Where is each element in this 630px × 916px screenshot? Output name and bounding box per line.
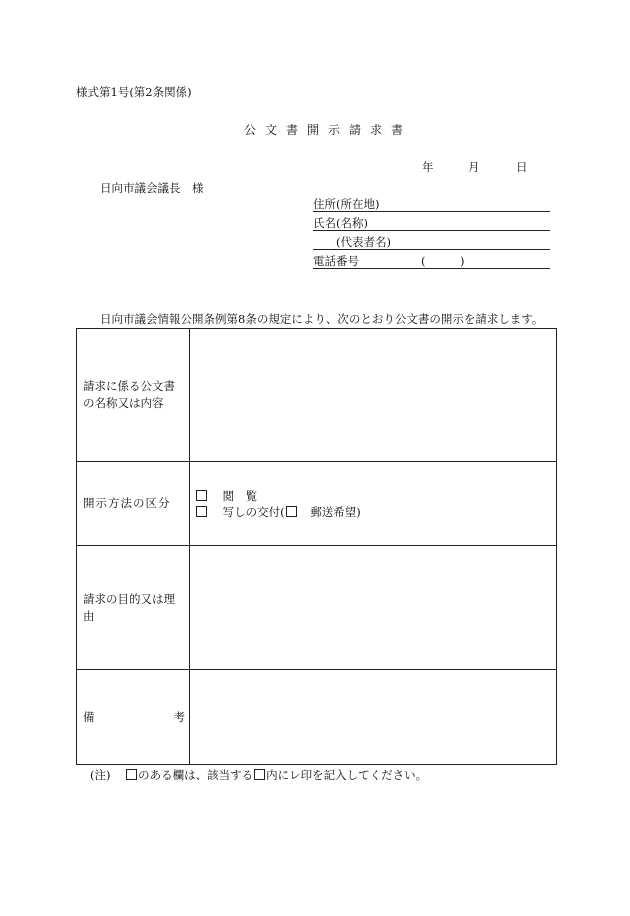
method-options-cell bbox=[190, 462, 557, 546]
remarks-label-last: 考 bbox=[173, 709, 185, 724]
remarks-label-first: 備 bbox=[83, 709, 95, 724]
copy-label: 写しの交付( bbox=[222, 504, 285, 519]
representative-field[interactable] bbox=[313, 235, 550, 250]
method-label: 開示方法の区分 bbox=[77, 462, 190, 546]
footnote-box-symbol bbox=[126, 769, 137, 780]
date-year: 年 bbox=[422, 160, 434, 174]
method-row bbox=[77, 462, 557, 546]
phone-area-code-paren: ( ) bbox=[421, 254, 465, 268]
date-day: 日 bbox=[516, 160, 528, 174]
remarks-row bbox=[77, 670, 557, 765]
option-view[interactable] bbox=[190, 488, 556, 504]
purpose-label: 請求の目的又は理由 bbox=[77, 546, 190, 670]
footnote bbox=[90, 768, 427, 782]
view-checkbox[interactable] bbox=[196, 490, 207, 501]
addressee: 日向市議会議長 様 bbox=[100, 181, 204, 195]
remarks-label bbox=[77, 670, 190, 765]
footnote-text-2: 内にレ印を記入してください。 bbox=[266, 768, 428, 782]
purpose-row bbox=[77, 546, 557, 670]
address-label: 住所(所在地) bbox=[313, 197, 380, 211]
name-label: 氏名(名称) bbox=[313, 216, 368, 230]
footnote-box-symbol-2 bbox=[254, 769, 265, 780]
view-label: 閲 覧 bbox=[222, 488, 258, 503]
mail-checkbox[interactable] bbox=[286, 506, 297, 517]
request-table bbox=[76, 328, 557, 765]
form-number: 様式第1号(第2条関係) bbox=[76, 85, 192, 99]
document-row bbox=[77, 329, 557, 462]
date-month: 月 bbox=[468, 160, 480, 174]
name-field[interactable] bbox=[313, 216, 550, 231]
phone-field[interactable] bbox=[313, 254, 550, 269]
remarks-input-cell[interactable] bbox=[190, 670, 557, 765]
document-label: 請求に係る公文書の名称又は内容 bbox=[77, 329, 190, 462]
document-input-cell[interactable] bbox=[190, 329, 557, 462]
footnote-text-1: のある欄は、該当する bbox=[138, 768, 254, 782]
intro-text: 日向市議会情報公開条例第8条の規定により、次のとおり公文書の開示を請求します。 bbox=[100, 312, 544, 326]
representative-label: (代表者名) bbox=[336, 235, 391, 249]
purpose-input-cell[interactable] bbox=[190, 546, 557, 670]
mail-label: 郵送希望) bbox=[310, 504, 361, 519]
copy-checkbox[interactable] bbox=[196, 506, 207, 517]
footnote-prefix: (注) bbox=[90, 768, 111, 782]
phone-label: 電話番号 bbox=[313, 254, 359, 268]
address-field[interactable] bbox=[313, 197, 550, 212]
option-copy[interactable] bbox=[190, 504, 556, 520]
document-title: 公文書開示請求書 bbox=[244, 123, 413, 137]
